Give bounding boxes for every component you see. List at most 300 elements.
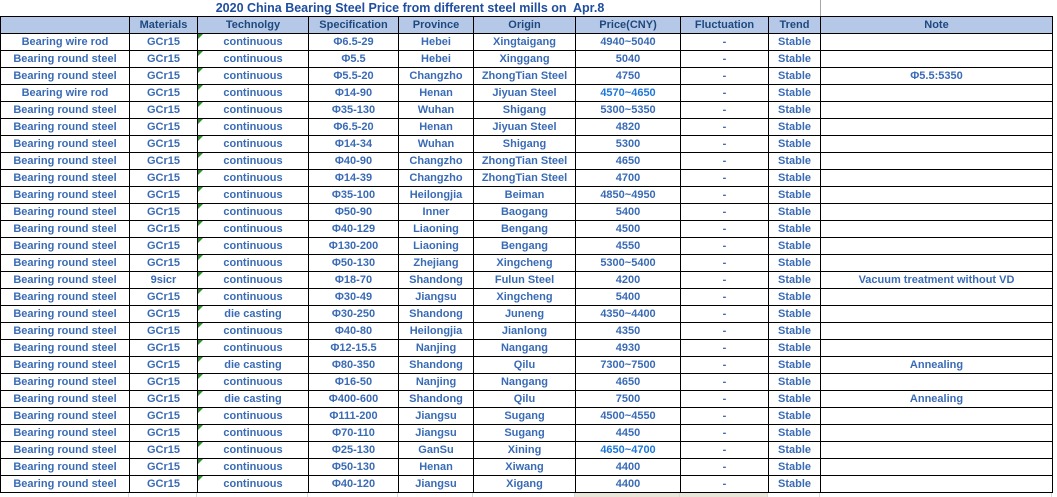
cell-trend[interactable]: Stable: [769, 272, 821, 289]
column-header-materials[interactable]: Materials: [130, 17, 198, 34]
partial-cell-fluctuation[interactable]: [680, 493, 768, 497]
cell-origin[interactable]: Xining: [474, 442, 576, 459]
cell-technology[interactable]: continuous: [198, 187, 309, 204]
cell-trend[interactable]: Stable: [769, 340, 821, 357]
cell-province[interactable]: Liaoning: [399, 238, 474, 255]
cell-fluctuation[interactable]: -: [681, 289, 769, 306]
cell-province[interactable]: Jiangsu: [399, 408, 474, 425]
cell-materials[interactable]: GCr15: [130, 34, 198, 51]
cell-trend[interactable]: Stable: [769, 425, 821, 442]
cell-specification[interactable]: Φ18-70: [309, 272, 399, 289]
cell-product[interactable]: Bearing round steel: [1, 357, 130, 374]
cell-specification[interactable]: Φ80-350: [309, 357, 399, 374]
cell-province[interactable]: Henan: [399, 459, 474, 476]
cell-error-indicator-icon: [198, 238, 203, 243]
cell-technology[interactable]: continuous: [198, 85, 309, 102]
cell-origin[interactable]: Beiman: [474, 187, 576, 204]
cell-fluctuation[interactable]: -: [681, 323, 769, 340]
cell-trend[interactable]: Stable: [769, 102, 821, 119]
cell-trend[interactable]: Stable: [769, 153, 821, 170]
cell-specification[interactable]: Φ400-600: [309, 391, 399, 408]
cell-technology[interactable]: die casting: [198, 357, 309, 374]
cell-specification[interactable]: Φ30-250: [309, 306, 399, 323]
cell-error-indicator-icon: [198, 340, 203, 345]
cell-materials[interactable]: GCr15: [130, 289, 198, 306]
cell-fluctuation[interactable]: -: [681, 187, 769, 204]
cell-price[interactable]: 5400: [576, 289, 681, 306]
cell-trend[interactable]: Stable: [769, 476, 821, 493]
cell-materials[interactable]: GCr15: [130, 459, 198, 476]
cell-materials[interactable]: GCr15: [130, 374, 198, 391]
cell-specification[interactable]: Φ40-129: [309, 221, 399, 238]
cell-technology[interactable]: continuous: [198, 272, 309, 289]
cell-note[interactable]: [821, 34, 1053, 51]
cell-trend[interactable]: Stable: [769, 187, 821, 204]
cell-fluctuation[interactable]: -: [681, 102, 769, 119]
cell-price[interactable]: 7500: [576, 391, 681, 408]
cell-trend[interactable]: Stable: [769, 170, 821, 187]
cell-price[interactable]: 4650~4700: [576, 442, 681, 459]
cell-price[interactable]: 4350: [576, 323, 681, 340]
column-header-product[interactable]: [1, 17, 130, 34]
cell-trend[interactable]: Stable: [769, 357, 821, 374]
cell-province[interactable]: Inner: [399, 204, 474, 221]
cell-note[interactable]: [821, 85, 1053, 102]
cell-product[interactable]: Bearing round steel: [1, 51, 130, 68]
cell-technology[interactable]: continuous: [198, 51, 309, 68]
cell-fluctuation[interactable]: -: [681, 408, 769, 425]
cell-specification[interactable]: Φ14-39: [309, 170, 399, 187]
cell-fluctuation[interactable]: -: [681, 272, 769, 289]
cell-price[interactable]: 4940~5040: [576, 34, 681, 51]
cell-trend[interactable]: Stable: [769, 238, 821, 255]
cell-materials[interactable]: GCr15: [130, 170, 198, 187]
cell-price[interactable]: 4570~4650: [576, 85, 681, 102]
column-header-specification[interactable]: Specification: [309, 17, 399, 34]
cell-origin[interactable]: Jiyuan Steel: [474, 119, 576, 136]
cell-trend[interactable]: Stable: [769, 119, 821, 136]
cell-product[interactable]: Bearing round steel: [1, 68, 130, 85]
cell-note[interactable]: [821, 170, 1053, 187]
cell-product[interactable]: Bearing round steel: [1, 306, 130, 323]
cell-product[interactable]: Bearing round steel: [1, 476, 130, 493]
cell-product[interactable]: Bearing round steel: [1, 442, 130, 459]
cell-trend[interactable]: Stable: [769, 323, 821, 340]
cell-materials[interactable]: GCr15: [130, 221, 198, 238]
cell-materials[interactable]: GCr15: [130, 153, 198, 170]
cell-origin[interactable]: Xingtaigang: [474, 34, 576, 51]
cell-technology[interactable]: continuous: [198, 340, 309, 357]
cell-price[interactable]: 4700: [576, 170, 681, 187]
cell-origin[interactable]: Xingcheng: [474, 289, 576, 306]
cell-specification[interactable]: Φ35-100: [309, 187, 399, 204]
cell-fluctuation[interactable]: -: [681, 238, 769, 255]
cell-province[interactable]: Henan: [399, 85, 474, 102]
cell-trend[interactable]: Stable: [769, 51, 821, 68]
cell-origin[interactable]: Nangang: [474, 374, 576, 391]
cell-origin[interactable]: ZhongTian Steel: [474, 68, 576, 85]
cell-fluctuation[interactable]: -: [681, 357, 769, 374]
cell-origin[interactable]: Xingcheng: [474, 255, 576, 272]
cell-specification[interactable]: Φ16-50: [309, 374, 399, 391]
cell-trend[interactable]: Stable: [769, 374, 821, 391]
cell-origin[interactable]: Xinggang: [474, 51, 576, 68]
cell-technology[interactable]: continuous: [198, 238, 309, 255]
cell-origin[interactable]: Jiyuan Steel: [474, 85, 576, 102]
cell-specification[interactable]: Φ14-34: [309, 136, 399, 153]
cell-trend[interactable]: Stable: [769, 136, 821, 153]
cell-technology[interactable]: continuous: [198, 68, 309, 85]
cell-origin[interactable]: Juneng: [474, 306, 576, 323]
column-header-technology[interactable]: Technolgy: [198, 17, 309, 34]
cell-origin[interactable]: Bengang: [474, 221, 576, 238]
cell-materials[interactable]: GCr15: [130, 255, 198, 272]
cell-technology[interactable]: continuous: [198, 323, 309, 340]
cell-technology[interactable]: continuous: [198, 153, 309, 170]
cell-product[interactable]: Bearing round steel: [1, 323, 130, 340]
cell-materials[interactable]: GCr15: [130, 85, 198, 102]
cell-product[interactable]: Bearing round steel: [1, 459, 130, 476]
cell-materials[interactable]: GCr15: [130, 136, 198, 153]
cell-fluctuation[interactable]: -: [681, 374, 769, 391]
cell-fluctuation[interactable]: -: [681, 119, 769, 136]
cell-product[interactable]: Bearing round steel: [1, 153, 130, 170]
cell-price[interactable]: 5300~5350: [576, 102, 681, 119]
cell-technology[interactable]: die casting: [198, 306, 309, 323]
cell-note[interactable]: [821, 323, 1053, 340]
column-header-trend[interactable]: Trend: [769, 17, 821, 34]
cell-specification[interactable]: Φ6.5-20: [309, 119, 399, 136]
column-header-origin[interactable]: Origin: [474, 17, 576, 34]
cell-province[interactable]: Hebei: [399, 51, 474, 68]
cell-price[interactable]: 5040: [576, 51, 681, 68]
cell-price[interactable]: 4400: [576, 459, 681, 476]
cell-specification[interactable]: Φ12-15.5: [309, 340, 399, 357]
cell-trend[interactable]: Stable: [769, 306, 821, 323]
cell-trend[interactable]: Stable: [769, 408, 821, 425]
cell-note[interactable]: [821, 289, 1053, 306]
cell-trend[interactable]: Stable: [769, 442, 821, 459]
cell-fluctuation[interactable]: -: [681, 391, 769, 408]
cell-note[interactable]: [821, 119, 1053, 136]
cell-materials[interactable]: GCr15: [130, 425, 198, 442]
cell-product[interactable]: Bearing round steel: [1, 289, 130, 306]
cell-price[interactable]: 4650: [576, 374, 681, 391]
cell-product[interactable]: Bearing round steel: [1, 272, 130, 289]
cell-specification[interactable]: Φ14-90: [309, 85, 399, 102]
cell-note[interactable]: [821, 51, 1053, 68]
cell-origin[interactable]: Xiwang: [474, 459, 576, 476]
cell-trend[interactable]: Stable: [769, 204, 821, 221]
cell-note[interactable]: Φ5.5:5350: [821, 68, 1053, 85]
cell-province[interactable]: Jiangsu: [399, 425, 474, 442]
cell-product[interactable]: Bearing round steel: [1, 204, 130, 221]
cell-product[interactable]: Bearing round steel: [1, 425, 130, 442]
cell-technology[interactable]: die casting: [198, 391, 309, 408]
cell-technology[interactable]: continuous: [198, 34, 309, 51]
cell-note[interactable]: [821, 221, 1053, 238]
cell-trend[interactable]: Stable: [769, 255, 821, 272]
cell-province[interactable]: Liaoning: [399, 221, 474, 238]
cell-specification[interactable]: Φ50-130: [309, 255, 399, 272]
cell-materials[interactable]: GCr15: [130, 238, 198, 255]
cell-price[interactable]: 4450: [576, 425, 681, 442]
cell-note[interactable]: [821, 340, 1053, 357]
cell-specification[interactable]: Φ111-200: [309, 408, 399, 425]
cell-origin[interactable]: Jianlong: [474, 323, 576, 340]
cell-price[interactable]: 4820: [576, 119, 681, 136]
cell-origin[interactable]: Qilu: [474, 391, 576, 408]
partial-cell-materials[interactable]: [129, 493, 197, 497]
cell-province[interactable]: Nanjing: [399, 374, 474, 391]
cell-technology[interactable]: continuous: [198, 119, 309, 136]
cell-trend[interactable]: Stable: [769, 34, 821, 51]
cell-specification[interactable]: Φ50-130: [309, 459, 399, 476]
cell-product[interactable]: Bearing round steel: [1, 340, 130, 357]
cell-province[interactable]: Shandong: [399, 272, 474, 289]
cell-fluctuation[interactable]: -: [681, 34, 769, 51]
cell-province[interactable]: Changzho: [399, 170, 474, 187]
cell-fluctuation[interactable]: -: [681, 85, 769, 102]
cell-materials[interactable]: GCr15: [130, 204, 198, 221]
cell-note[interactable]: [821, 255, 1053, 272]
cell-origin[interactable]: Bengang: [474, 238, 576, 255]
cell-fluctuation[interactable]: -: [681, 255, 769, 272]
cell-note[interactable]: [821, 136, 1053, 153]
cell-product[interactable]: Bearing round steel: [1, 187, 130, 204]
cell-fluctuation[interactable]: -: [681, 442, 769, 459]
cell-price[interactable]: 5400: [576, 204, 681, 221]
cell-trend[interactable]: Stable: [769, 391, 821, 408]
cell-province[interactable]: Hebei: [399, 34, 474, 51]
cell-technology[interactable]: continuous: [198, 459, 309, 476]
cell-specification[interactable]: Φ30-49: [309, 289, 399, 306]
cell-fluctuation[interactable]: -: [681, 68, 769, 85]
cell-materials[interactable]: GCr15: [130, 323, 198, 340]
cell-province[interactable]: Jiangsu: [399, 289, 474, 306]
cell-materials[interactable]: GCr15: [130, 408, 198, 425]
cell-fluctuation[interactable]: -: [681, 425, 769, 442]
cell-note[interactable]: [821, 408, 1053, 425]
cell-fluctuation[interactable]: -: [681, 51, 769, 68]
cell-note[interactable]: [821, 374, 1053, 391]
column-header-province[interactable]: Province: [399, 17, 474, 34]
cell-error-indicator-icon: [198, 119, 203, 124]
cell-materials[interactable]: GCr15: [130, 442, 198, 459]
cell-price[interactable]: 4650: [576, 153, 681, 170]
cell-province[interactable]: Heilongjia: [399, 323, 474, 340]
cell-origin[interactable]: ZhongTian Steel: [474, 153, 576, 170]
cell-materials[interactable]: GCr15: [130, 340, 198, 357]
cell-fluctuation[interactable]: -: [681, 170, 769, 187]
cell-province[interactable]: Henan: [399, 119, 474, 136]
column-header-price[interactable]: Price(CNY): [576, 17, 681, 34]
cell-product[interactable]: Bearing wire rod: [1, 34, 130, 51]
cell-product[interactable]: Bearing round steel: [1, 391, 130, 408]
partial-cell-technology[interactable]: [197, 493, 308, 497]
cell-province[interactable]: Zhejiang: [399, 255, 474, 272]
cell-price[interactable]: 7300~7500: [576, 357, 681, 374]
cell-price[interactable]: 4350~4400: [576, 306, 681, 323]
cell-price[interactable]: 4400: [576, 476, 681, 493]
cell-origin[interactable]: Shigang: [474, 136, 576, 153]
cell-fluctuation[interactable]: -: [681, 136, 769, 153]
cell-specification[interactable]: Φ25-130: [309, 442, 399, 459]
cell-price[interactable]: 4550: [576, 238, 681, 255]
cell-trend[interactable]: Stable: [769, 68, 821, 85]
cell-price[interactable]: 5300~5400: [576, 255, 681, 272]
cell-origin[interactable]: ZhongTian Steel: [474, 170, 576, 187]
partial-cell-note[interactable]: [820, 493, 1052, 497]
cell-specification[interactable]: Φ35-130: [309, 102, 399, 119]
cell-product[interactable]: Bearing round steel: [1, 102, 130, 119]
cell-province[interactable]: Nanjing: [399, 340, 474, 357]
column-header-fluctuation[interactable]: Fluctuation: [681, 17, 769, 34]
table-row: [1, 170, 1053, 187]
cell-origin[interactable]: Sugang: [474, 425, 576, 442]
cell-error-indicator-icon: [198, 136, 203, 141]
cell-error-indicator-icon: [198, 170, 203, 175]
cell-province[interactable]: Changzho: [399, 153, 474, 170]
cell-specification[interactable]: Φ130-200: [309, 238, 399, 255]
cell-product[interactable]: Bearing round steel: [1, 119, 130, 136]
cell-technology[interactable]: continuous: [198, 102, 309, 119]
cell-technology[interactable]: continuous: [198, 476, 309, 493]
cell-product[interactable]: Bearing wire rod: [1, 85, 130, 102]
cell-price[interactable]: 5300: [576, 136, 681, 153]
cell-note[interactable]: [821, 306, 1053, 323]
cell-product[interactable]: Bearing round steel: [1, 136, 130, 153]
cell-product[interactable]: Bearing round steel: [1, 170, 130, 187]
cell-specification[interactable]: Φ5.5: [309, 51, 399, 68]
cell-note[interactable]: [821, 476, 1053, 493]
cell-materials[interactable]: GCr15: [130, 187, 198, 204]
cell-specification[interactable]: Φ40-120: [309, 476, 399, 493]
cell-materials[interactable]: GCr15: [130, 68, 198, 85]
cell-note[interactable]: Annealing: [821, 391, 1053, 408]
cell-specification[interactable]: Φ40-80: [309, 323, 399, 340]
cell-materials[interactable]: GCr15: [130, 476, 198, 493]
column-header-note[interactable]: Note: [821, 17, 1053, 34]
cell-note[interactable]: [821, 102, 1053, 119]
partial-cell-specification[interactable]: [308, 493, 398, 497]
cell-price[interactable]: 4200: [576, 272, 681, 289]
cell-technology[interactable]: continuous: [198, 425, 309, 442]
cell-technology[interactable]: continuous: [198, 204, 309, 221]
cell-technology[interactable]: continuous: [198, 136, 309, 153]
cell-origin[interactable]: Shigang: [474, 102, 576, 119]
cell-materials[interactable]: GCr15: [130, 119, 198, 136]
cell-specification[interactable]: Φ5.5-20: [309, 68, 399, 85]
cell-note[interactable]: Vacuum treatment without VD: [821, 272, 1053, 289]
cell-trend[interactable]: Stable: [769, 289, 821, 306]
cell-trend[interactable]: Stable: [769, 85, 821, 102]
cell-note[interactable]: [821, 425, 1053, 442]
cell-note[interactable]: [821, 442, 1053, 459]
title-row-gridline: [820, 0, 821, 16]
cell-technology[interactable]: continuous: [198, 170, 309, 187]
cell-origin[interactable]: Qilu: [474, 357, 576, 374]
cell-note[interactable]: [821, 153, 1053, 170]
cell-materials[interactable]: GCr15: [130, 357, 198, 374]
cell-price[interactable]: 4750: [576, 68, 681, 85]
cell-technology[interactable]: continuous: [198, 289, 309, 306]
cell-technology[interactable]: continuous: [198, 374, 309, 391]
cell-province[interactable]: Shandong: [399, 357, 474, 374]
partial-cell-origin[interactable]: [473, 493, 575, 497]
cell-province[interactable]: Heilongjia: [399, 187, 474, 204]
cell-note[interactable]: [821, 187, 1053, 204]
partial-cell-trend[interactable]: [768, 493, 820, 497]
cell-price[interactable]: 4930: [576, 340, 681, 357]
partial-cell-province[interactable]: [398, 493, 473, 497]
cell-trend[interactable]: Stable: [769, 459, 821, 476]
cell-trend[interactable]: Stable: [769, 221, 821, 238]
cell-origin[interactable]: Xigang: [474, 476, 576, 493]
cell-origin[interactable]: Fulun Steel: [474, 272, 576, 289]
cell-fluctuation[interactable]: -: [681, 153, 769, 170]
cell-fluctuation[interactable]: -: [681, 459, 769, 476]
cell-product[interactable]: Bearing round steel: [1, 238, 130, 255]
cell-specification[interactable]: Φ40-90: [309, 153, 399, 170]
table-row: [1, 204, 1053, 221]
cell-province[interactable]: Wuhan: [399, 102, 474, 119]
cell-province[interactable]: Shandong: [399, 391, 474, 408]
cell-error-indicator-icon: [198, 476, 203, 481]
cell-error-indicator-icon: [198, 102, 203, 107]
cell-technology[interactable]: continuous: [198, 408, 309, 425]
cell-price[interactable]: 4500~4550: [576, 408, 681, 425]
cell-note[interactable]: [821, 204, 1053, 221]
cell-province[interactable]: Jiangsu: [399, 476, 474, 493]
partial-cell-product[interactable]: [0, 493, 129, 497]
cell-specification[interactable]: Φ6.5-29: [309, 34, 399, 51]
cell-materials[interactable]: GCr15: [130, 102, 198, 119]
cell-fluctuation[interactable]: -: [681, 340, 769, 357]
cell-product[interactable]: Bearing round steel: [1, 374, 130, 391]
cell-materials[interactable]: GCr15: [130, 51, 198, 68]
cell-origin[interactable]: Sugang: [474, 408, 576, 425]
cell-technology[interactable]: continuous: [198, 442, 309, 459]
cell-materials[interactable]: GCr15: [130, 306, 198, 323]
cell-note[interactable]: Annealing: [821, 357, 1053, 374]
cell-province[interactable]: Changzho: [399, 68, 474, 85]
cell-technology[interactable]: continuous: [198, 255, 309, 272]
cell-materials[interactable]: GCr15: [130, 391, 198, 408]
cell-product[interactable]: Bearing round steel: [1, 221, 130, 238]
cell-fluctuation[interactable]: -: [681, 221, 769, 238]
cell-note[interactable]: [821, 238, 1053, 255]
cell-technology[interactable]: continuous: [198, 221, 309, 238]
cell-province[interactable]: Shandong: [399, 306, 474, 323]
cell-product[interactable]: Bearing round steel: [1, 408, 130, 425]
cell-origin[interactable]: Baogang: [474, 204, 576, 221]
cell-province[interactable]: Wuhan: [399, 136, 474, 153]
cell-fluctuation[interactable]: -: [681, 306, 769, 323]
cell-province[interactable]: GanSu: [399, 442, 474, 459]
cell-note[interactable]: [821, 459, 1053, 476]
cell-materials[interactable]: 9sicr: [130, 272, 198, 289]
cell-price[interactable]: 4850~4950: [576, 187, 681, 204]
cell-fluctuation[interactable]: -: [681, 476, 769, 493]
cell-product[interactable]: Bearing round steel: [1, 255, 130, 272]
cell-origin[interactable]: Nangang: [474, 340, 576, 357]
partial-cell-price[interactable]: [575, 493, 680, 497]
cell-specification[interactable]: Φ50-90: [309, 204, 399, 221]
cell-price[interactable]: 4500: [576, 221, 681, 238]
cell-specification[interactable]: Φ70-110: [309, 425, 399, 442]
cell-fluctuation[interactable]: -: [681, 204, 769, 221]
